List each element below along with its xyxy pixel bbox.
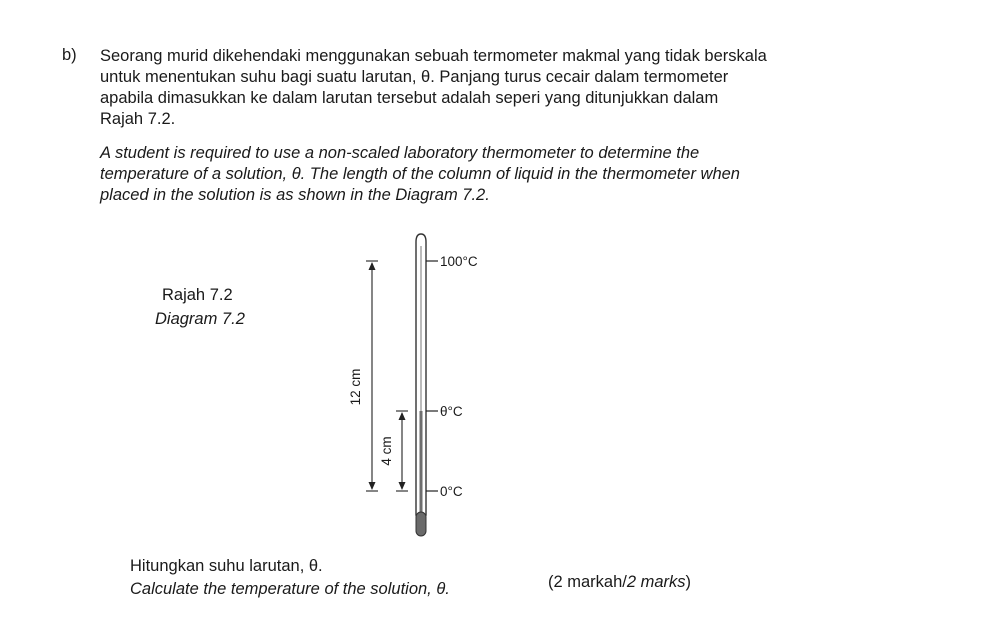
dimension-arrow-4cm <box>396 411 408 491</box>
question-text-english <box>100 143 915 206</box>
malay-line: Rajah 7.2. <box>100 110 176 128</box>
mark-label-0: 0°C <box>440 484 463 499</box>
marks-close: ) <box>685 573 692 591</box>
thermometer-bulb <box>416 512 426 536</box>
task-text-english: Calculate the temperature of the solution, θ. <box>130 580 450 598</box>
english-line: temperature of a solution, θ. The length of the column of liquid in the thermometer when <box>100 165 740 183</box>
malay-line: untuk menentukan suhu bagi suatu larutan, θ. Panjang turus cecair dalam termometer <box>100 68 729 86</box>
task-text-malay: Hitungkan suhu larutan, θ. <box>130 557 323 575</box>
diagram-label-malay: Rajah 7.2 <box>162 286 233 304</box>
length-label-12cm: 12 cm <box>348 368 363 406</box>
marks-allocation <box>548 573 691 592</box>
english-line: A student is required to use a non-scaled laboratory thermometer to determine the <box>100 144 700 162</box>
diagram-label-english: Diagram 7.2 <box>155 310 245 328</box>
english-line: placed in the solution is as shown in the Diagram 7.2. <box>100 186 490 204</box>
malay-line: apabila dimasukkan ke dalam larutan tersebut adalah seperi yang ditunjukkan dalam <box>100 89 719 107</box>
question-label: b) <box>62 46 77 64</box>
marks-english: 2 marks <box>626 573 686 591</box>
mark-label-100: 100°C <box>440 254 478 269</box>
mark-label-theta: θ°C <box>440 404 463 419</box>
marks-malay: (2 markah/ <box>548 573 627 591</box>
dimension-arrow-12cm <box>366 261 378 491</box>
length-label-4cm: 4 cm <box>379 436 394 466</box>
question-text-malay <box>100 46 915 130</box>
liquid-column <box>420 411 423 515</box>
thermometer-diagram <box>330 222 510 542</box>
malay-line: Seorang murid dikehendaki menggunakan sebuah termometer makmal yang tidak berskala <box>100 47 767 65</box>
